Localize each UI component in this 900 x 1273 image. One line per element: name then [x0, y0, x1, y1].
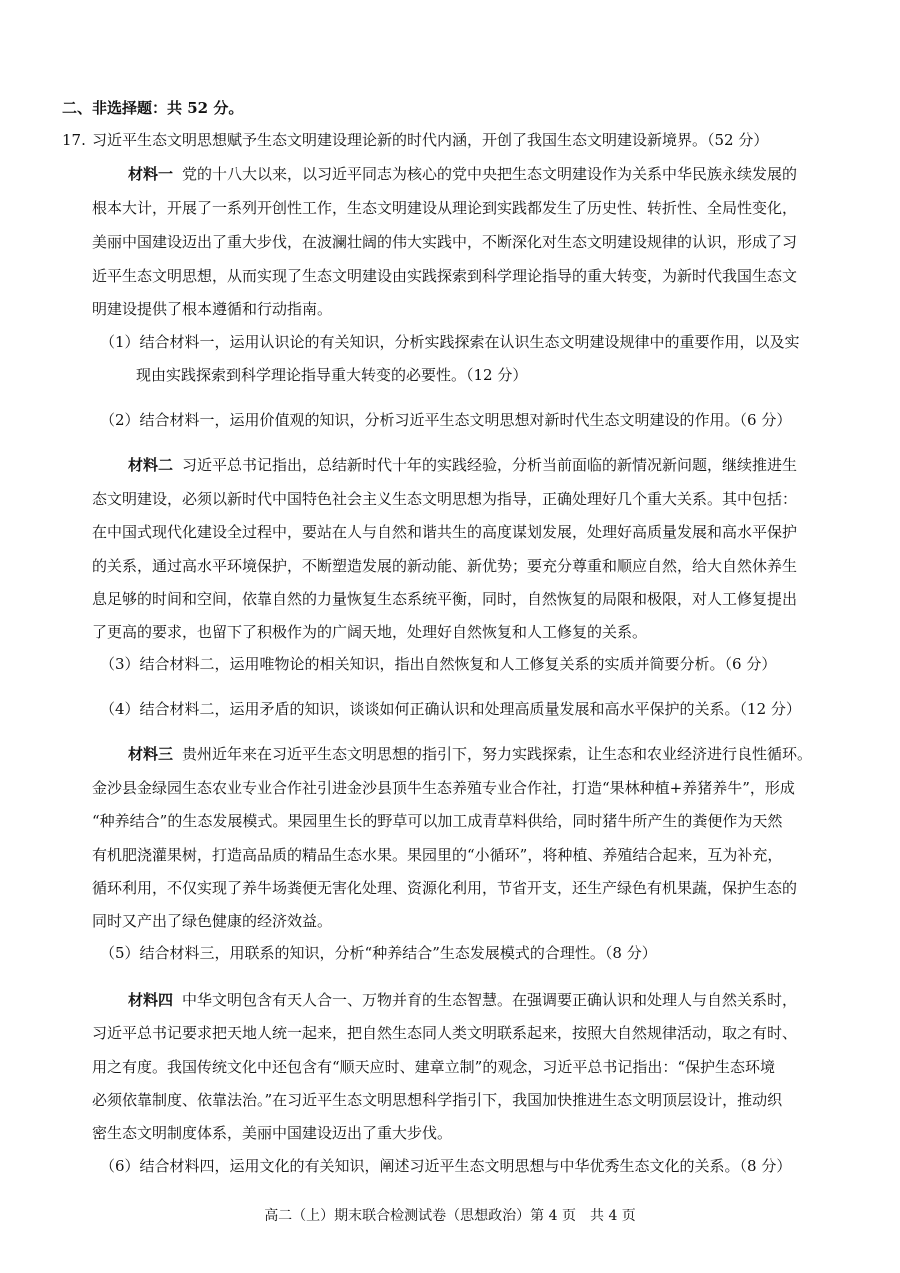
material2-line: 态文明建设，必须以新时代中国特色社会主义生态文明思想为指导，正确处理好几个重大关系。其中包括： [92, 490, 798, 508]
material3-line: 循环利用，不仅实现了养牛场粪便无害化处理、资源化利用，节省开支，还生产绿色有机果蔬，保护生态的 [92, 879, 798, 897]
material3-line: 贵州近年来在习近平生态文明思想的指引下，努力实践探索，让生态和农业经济进行良性循环。 [182, 745, 813, 763]
material4-line: 密生态文明制度体系，美丽中国建设迈出了重大步伐。 [92, 1124, 453, 1142]
question-4: （4）结合材料二，运用矛盾的知识，谈谈如何正确认识和处理高质量发展和高水平保护的关系。（12 分） [100, 700, 801, 718]
material4-line: 习近平总书记要求把天地人统一起来，把自然生态同人类文明联系起来，按照大自然规律活动，取之有时、 [92, 1024, 798, 1042]
material2-line: 息足够的时间和空间，依靠自然的力量恢复生态系统平衡，同时，自然恢复的局限和极限，对人工修复提出 [92, 590, 798, 608]
material2-line: 在中国式现代化建设全过程中，要站在人与自然和谐共生的高度谋划发展，处理好高质量发展和高水平保护 [92, 523, 798, 541]
material1-label: 材料一 [128, 165, 174, 183]
material1-line: 近平生态文明思想，从而实现了生态文明建设由实践探索到科学理论指导的重大转变，为新时代我国生态文 [92, 267, 798, 285]
material1-line: 根本大计，开展了一系列开创性工作，生态文明建设从理论到实践都发生了历史性、转折性、全局性变化， [92, 199, 798, 217]
material3-line: 金沙县金绿园生态农业专业合作社引进金沙县顶牛生态养殖专业合作社，打造“果林种植+养猪养牛”，形成 [92, 779, 795, 797]
question-1: （1）结合材料一，运用认识论的有关知识，分析实践探索在认识生态文明建设规律中的重要作用，以及实 [100, 333, 800, 351]
question-5: （5）结合材料三，用联系的知识，分析“种养结合”生态发展模式的合理性。（8 分） [100, 944, 657, 962]
material1-line: 党的十八大以来，以习近平同志为核心的党中央把生态文明建设作为关系中华民族永续发展的 [182, 165, 798, 183]
material4-line: 必须依靠制度、依靠法治。”在习近平生态文明思想科学指引下，我国加快推进生态文明顶层设计，推动织 [92, 1091, 783, 1109]
question-3: （3）结合材料二，运用唯物论的相关知识，指出自然恢复和人工修复关系的实质并简要分析。（6 分） [100, 655, 777, 673]
material4-line: 中华文明包含有天人合一、万物并育的生态智慧。在强调要正确认识和处理人与自然关系时， [182, 991, 798, 1009]
question-1-cont: 现由实践探索到科学理论指导重大转变的必要性。（12 分） [136, 366, 528, 384]
material1-line: 美丽中国建设迈出了重大步伐，在波澜壮阔的伟大实践中，不断深化对生态文明建设规律的认识，形成了习 [92, 233, 798, 251]
question-2: （2）结合材料一，运用价值观的知识，分析习近平生态文明思想对新时代生态文明建设的作用。（6 分） [100, 411, 792, 429]
material4-label: 材料四 [128, 991, 174, 1009]
page-footer: 高二（上）期末联合检测试卷（思想政治）第 4 页 共 4 页 [264, 1208, 636, 1224]
material2-label: 材料二 [128, 456, 174, 474]
material2-line: 习近平总书记指出，总结新时代十年的实践经验，分析当前面临的新情况新问题，继续推进生 [182, 456, 798, 474]
question-17-stem: 习近平生态文明思想赋予生态文明建设理论新的时代内涵，开创了我国生态文明建设新境界。（52 分） [92, 131, 769, 149]
material1-line: 明建设提供了根本遵循和行动指南。 [92, 300, 333, 318]
material3-line: 同时又产出了绿色健康的经济效益。 [92, 912, 333, 930]
material2-line: 的关系，通过高水平环境保护，不断塑造发展的新动能、新优势；要充分尊重和顺应自然，给大自然休养生 [92, 557, 798, 575]
material2-line: 了更高的要求，也留下了积极作为的广阔天地，处理好自然恢复和人工修复的关系。 [92, 623, 648, 641]
question-17-number: 17. [62, 131, 86, 149]
material3-line: 有机肥浇灌果树，打造高品质的精品生态水果。果园里的“小循环”，将种植、养殖结合起来，互为补充， [92, 846, 783, 864]
material3-label: 材料三 [128, 745, 174, 763]
section-heading: 二、非选择题：共 52 分。 [62, 99, 244, 117]
material4-line: 用之有度。我国传统文化中还包含有“顺天应时、建章立制”的观念，习近平总书记指出：“保护生态环境 [92, 1058, 776, 1076]
question-6: （6）结合材料四，运用文化的有关知识，阐述习近平生态文明思想与中华优秀生态文化的关系。（8 分） [100, 1157, 792, 1175]
material3-line: “种养结合”的生态发展模式。果园里生长的野草可以加工成青草料供给，同时猪牛所产生的粪便作为天然 [92, 812, 783, 830]
